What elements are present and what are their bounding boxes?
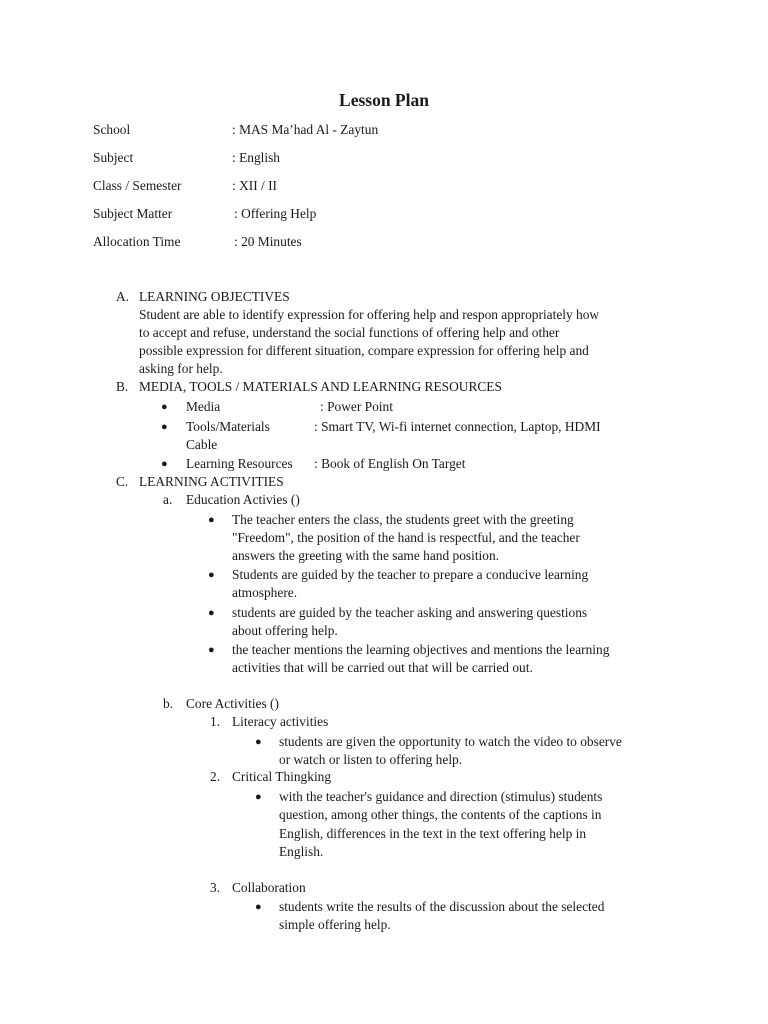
tools-value-cont: Cable [186,437,218,452]
info-label-class-semester: Class / Semester [93,178,182,193]
section-b-marker: B. [116,379,129,394]
info-value-subject-matter: : Offering Help [234,206,317,221]
bullet-icon: ● [255,791,262,803]
section-a-text-line: Student are able to identify expression for offering help and respon appropriately how [139,307,600,322]
step-1-heading: Literacy activities [232,714,329,729]
subsection-a-heading: Education Activies () [186,492,300,507]
resources-value: : Book of English On Target [314,456,466,471]
step-line: question, among other things, the contents of the captions in [279,807,602,822]
bullet-icon: ● [255,736,262,748]
activity-line: Students are guided by the teacher to prepare a conducive learning [232,567,589,582]
activity-line: "Freedom", the position of the hand is respectful, and the teacher [232,530,580,545]
subsection-b-marker: b. [163,696,174,711]
info-label-subject: Subject [93,150,134,165]
bullet-icon: ● [208,607,215,619]
step-line: with the teacher's guidance and direction (stimulus) students [279,789,603,804]
section-a-text-line: asking for help. [139,361,223,376]
activity-line: atmosphere. [232,585,298,600]
step-3-marker: 3. [210,880,221,895]
info-value-allocation-time: : 20 Minutes [234,234,302,249]
activity-line: The teacher enters the class, the students greet with the greeting [232,512,574,527]
step-line: English, differences in the text in the text offering help in [279,826,587,841]
activity-line: answers the greeting with the same hand position. [232,548,500,563]
section-b-heading: MEDIA, TOOLS / MATERIALS AND LEARNING RESOURCES [139,379,502,394]
section-c-marker: C. [116,474,129,489]
info-value-school: : MAS Ma’had Al - Zaytun [232,122,379,137]
step-line: or watch or listen to offering help. [279,752,463,767]
bullet-icon: ● [161,421,168,433]
section-c-heading: LEARNING ACTIVITIES [139,474,284,489]
bullet-icon: ● [161,401,168,413]
section-a-marker: A. [116,289,130,304]
activity-line: about offering help. [232,623,338,638]
info-label-subject-matter: Subject Matter [93,206,173,221]
resources-label: Learning Resources [186,456,293,471]
bullet-icon: ● [161,458,168,470]
subsection-b-heading: Core Activities () [186,696,279,711]
activity-line: activities that will be carried out that will be carried out. [232,660,533,675]
step-line: students write the results of the discussion about the selected [279,899,605,914]
subsection-a-marker: a. [163,492,173,507]
activity-line: the teacher mentions the learning objectives and mentions the learning [232,642,610,657]
step-line: simple offering help. [279,917,391,932]
step-line: English. [279,844,324,859]
step-3-heading: Collaboration [232,880,306,895]
step-2-marker: 2. [210,769,221,784]
section-a-heading: LEARNING OBJECTIVES [139,289,290,304]
step-line: students are given the opportunity to watch the video to observe [279,734,622,749]
page-title: Lesson Plan [339,90,429,110]
bullet-icon: ● [255,901,262,913]
section-a-text-line: possible expression for different situation, compare expression for offering help and [139,343,589,358]
activity-line: students are guided by the teacher asking and answering questions [232,605,588,620]
step-1-marker: 1. [210,714,221,729]
tools-value: : Smart TV, Wi-fi internet connection, Laptop, HDMI [314,419,601,434]
bullet-icon: ● [208,644,215,656]
info-value-subject: : English [232,150,280,165]
bullet-icon: ● [208,514,215,526]
section-a-text-line: to accept and refuse, understand the social functions of offering help and other [139,325,560,340]
info-value-class-semester: : XII / II [232,178,277,193]
media-label: Media [186,399,221,414]
info-label-allocation-time: Allocation Time [93,234,181,249]
info-label-school: School [93,122,131,137]
bullet-icon: ● [208,569,215,581]
media-value: : Power Point [320,399,393,414]
step-2-heading: Critical Thingking [232,769,332,784]
tools-label: Tools/Materials [186,419,270,434]
